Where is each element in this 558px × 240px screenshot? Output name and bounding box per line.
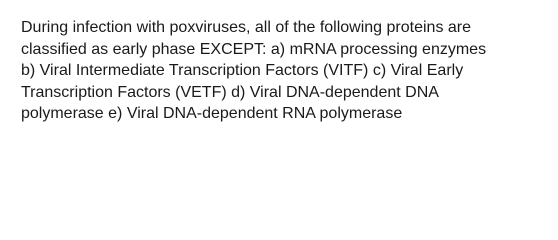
question-text (21, 17, 551, 125)
question-line: polymerase e) Viral DNA-dependent RNA polymerase (21, 105, 403, 123)
question-line: classified as early phase EXCEPT: a) mRNA processing enzymes (21, 40, 487, 58)
question-line: Transcription Factors (VETF) d) Viral DNA-dependent DNA (21, 83, 439, 101)
question-line: b) Viral Intermediate Transcription Factors (VITF) c) Viral Early (21, 62, 464, 80)
question-line: During infection with poxviruses, all of the following proteins are (21, 19, 472, 36)
